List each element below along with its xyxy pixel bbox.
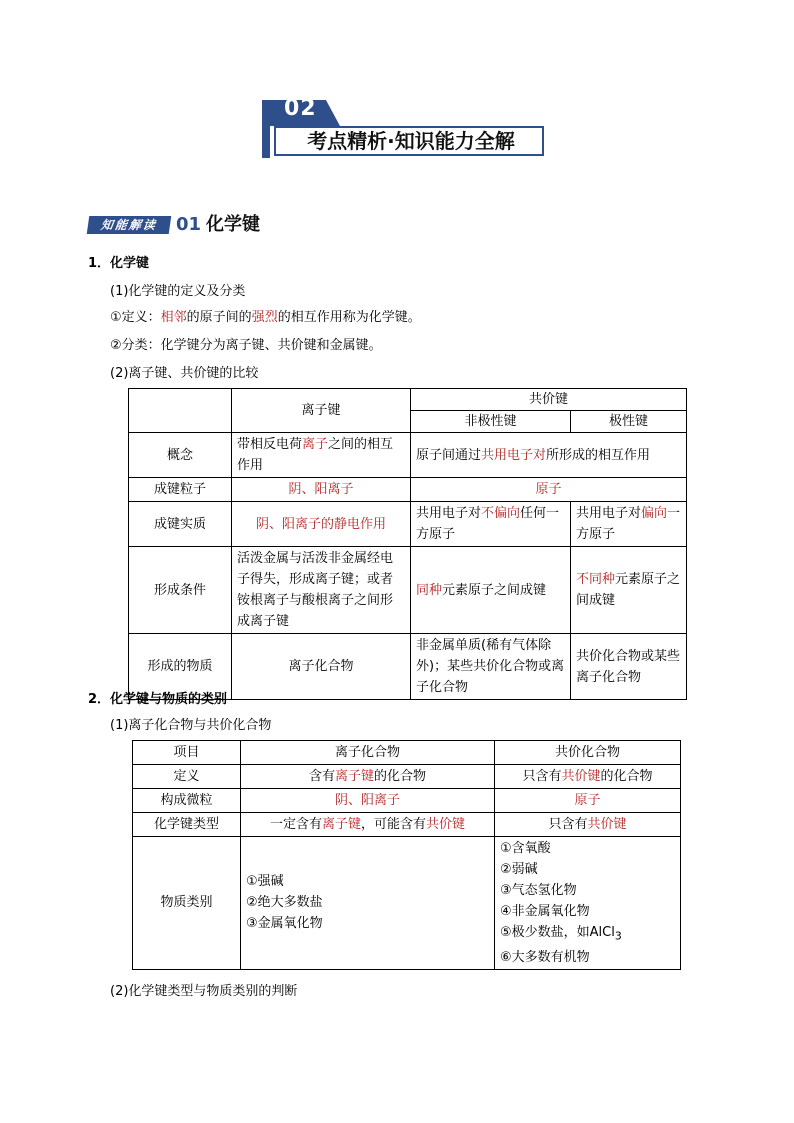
cell-highlight: 偏向	[641, 506, 668, 521]
cell-highlight: 不偏向	[481, 506, 521, 521]
list-item	[500, 922, 675, 947]
cell-text: 共用电子对	[416, 506, 482, 521]
chapter-banner	[262, 96, 552, 160]
subheading-3: (1)离子化合物与共价化合物	[110, 718, 272, 733]
cell-covalent	[411, 433, 687, 478]
row-label: 形成条件	[129, 547, 232, 634]
cell-text: 原子间通过	[416, 447, 482, 463]
banner-number: 02	[284, 96, 317, 121]
cell-covalent: 原子	[495, 789, 681, 813]
cell-nonpolar: 非金属单质(稀有气体除外)；某些共价化合物或离子化合物	[411, 634, 571, 700]
header-item: 项目	[133, 741, 241, 765]
heading-1: 1．化学键	[88, 256, 150, 271]
header-covalent: 共价键	[411, 389, 687, 411]
cell-text: 的化合物	[600, 769, 653, 784]
section-badge: 知能解读	[87, 216, 172, 234]
cell-text: 元素原子之间成键	[442, 582, 547, 598]
cell-ionic	[241, 765, 495, 789]
list-item: ③金属氧化物	[246, 916, 323, 932]
row-label: 物质类别	[133, 837, 241, 970]
cell-text: 之间的相互作用	[237, 437, 394, 473]
cell-highlight: 离子	[302, 437, 329, 452]
cell-text: 元素原子之间成键	[576, 572, 681, 608]
cell-text: ，可能含有	[361, 817, 427, 832]
row-label: 构成微粒	[133, 789, 241, 813]
subscript: 3	[614, 929, 622, 943]
cell-text: 一定含有	[269, 817, 322, 832]
definition-line	[110, 306, 421, 325]
cell-highlight: 离子键	[334, 769, 374, 784]
cell-highlight: 共价键	[426, 817, 466, 832]
cell-ionic: 阴、阳离子	[232, 478, 411, 502]
bond-comparison-table	[128, 388, 687, 700]
row-label: 形成的物质	[129, 634, 232, 700]
row-label: 成键粒子	[129, 478, 232, 502]
cell-ionic	[232, 433, 411, 478]
cell-highlight: 共价键	[587, 817, 627, 832]
cell-highlight: 不同种	[576, 572, 616, 587]
row-label: 概念	[129, 433, 232, 478]
list-item: ②弱碱	[500, 862, 538, 877]
header-nonpolar: 非极性键	[411, 411, 571, 433]
cell-text: 带相反电荷	[237, 437, 303, 452]
def-text: 的原子间的	[186, 310, 252, 325]
cell-ionic: 阴、阳离子的静电作用	[232, 502, 411, 547]
subheading-2: (2)离子键、共价键的比较	[110, 366, 259, 381]
compound-comparison-table	[132, 740, 681, 970]
cell-polar: 共价化合物或某些离子化合物	[571, 634, 687, 700]
list-item: ③气态氢化物	[500, 883, 577, 898]
cell-covalent	[495, 765, 681, 789]
row-label: 定义	[133, 765, 241, 789]
cell-polar	[571, 547, 687, 634]
cell-nonpolar	[411, 547, 571, 634]
cell-text: 共用电子对	[576, 506, 642, 521]
cell-text: 含有	[308, 769, 335, 784]
cell-highlight: 离子键	[321, 817, 361, 832]
def-text: ①定义：	[110, 310, 161, 325]
list-item: ④非金属氧化物	[500, 904, 590, 919]
cell-covalent: 原子	[411, 478, 687, 502]
list-text: ⑤极少数盐，如AlCl	[500, 925, 615, 940]
cell-highlight: 共价键	[561, 769, 601, 784]
header-ionic: 离子键	[232, 389, 411, 433]
cell-ionic	[241, 837, 495, 970]
cell-text: 的化合物	[374, 769, 427, 784]
cell-covalent	[495, 837, 681, 970]
cell-covalent	[495, 813, 681, 837]
cell-nonpolar	[411, 502, 571, 547]
def-highlight: 强烈	[251, 310, 278, 325]
classification-line: ②分类：化学键分为离子键、共价键和金属键。	[110, 338, 382, 353]
banner-title: 考点精析·知识能力全解	[307, 129, 515, 153]
list-item: ⑥大多数有机物	[500, 949, 590, 965]
row-label: 成键实质	[129, 502, 232, 547]
list-item: ②绝大多数盐	[246, 895, 323, 911]
corner-cell	[129, 389, 232, 433]
subheading-4: (2)化学键类型与物质类别的判断	[110, 984, 298, 999]
header-ionic-compound: 离子化合物	[241, 741, 495, 765]
cell-ionic: 离子化合物	[232, 634, 411, 700]
cell-ionic: 阴、阳离子	[241, 789, 495, 813]
row-label: 化学键类型	[133, 813, 241, 837]
cell-text: 任何一方原子	[416, 506, 560, 542]
section-number: 01	[176, 214, 202, 235]
cell-ionic: 活泼金属与活泼非金属经电子得失，形成离子键；或者铵根离子与酸根离子之间形成离子键	[232, 547, 411, 634]
def-highlight: 相邻	[160, 310, 187, 325]
cell-text: 所形成的相互作用	[546, 447, 651, 463]
list-item: ①强碱	[246, 874, 284, 890]
banner-side-bar	[262, 122, 270, 158]
subheading-1: (1)化学键的定义及分类	[110, 284, 246, 299]
heading-2: 2．化学键与物质的类别	[88, 692, 228, 707]
cell-ionic	[241, 813, 495, 837]
cell-text: 一方原子	[576, 506, 681, 542]
cell-text: 只含有	[522, 769, 562, 784]
cell-highlight: 共用电子对	[481, 447, 547, 463]
cell-polar	[571, 502, 687, 547]
cell-text: 只含有	[548, 817, 588, 832]
section-title: 化学键	[206, 214, 260, 235]
header-polar: 极性键	[571, 411, 687, 433]
def-text: 的相互作用称为化学键。	[277, 310, 421, 325]
header-covalent-compound: 共价化合物	[495, 741, 681, 765]
list-item: ①含氧酸	[500, 841, 551, 856]
cell-highlight: 同种	[416, 582, 443, 598]
